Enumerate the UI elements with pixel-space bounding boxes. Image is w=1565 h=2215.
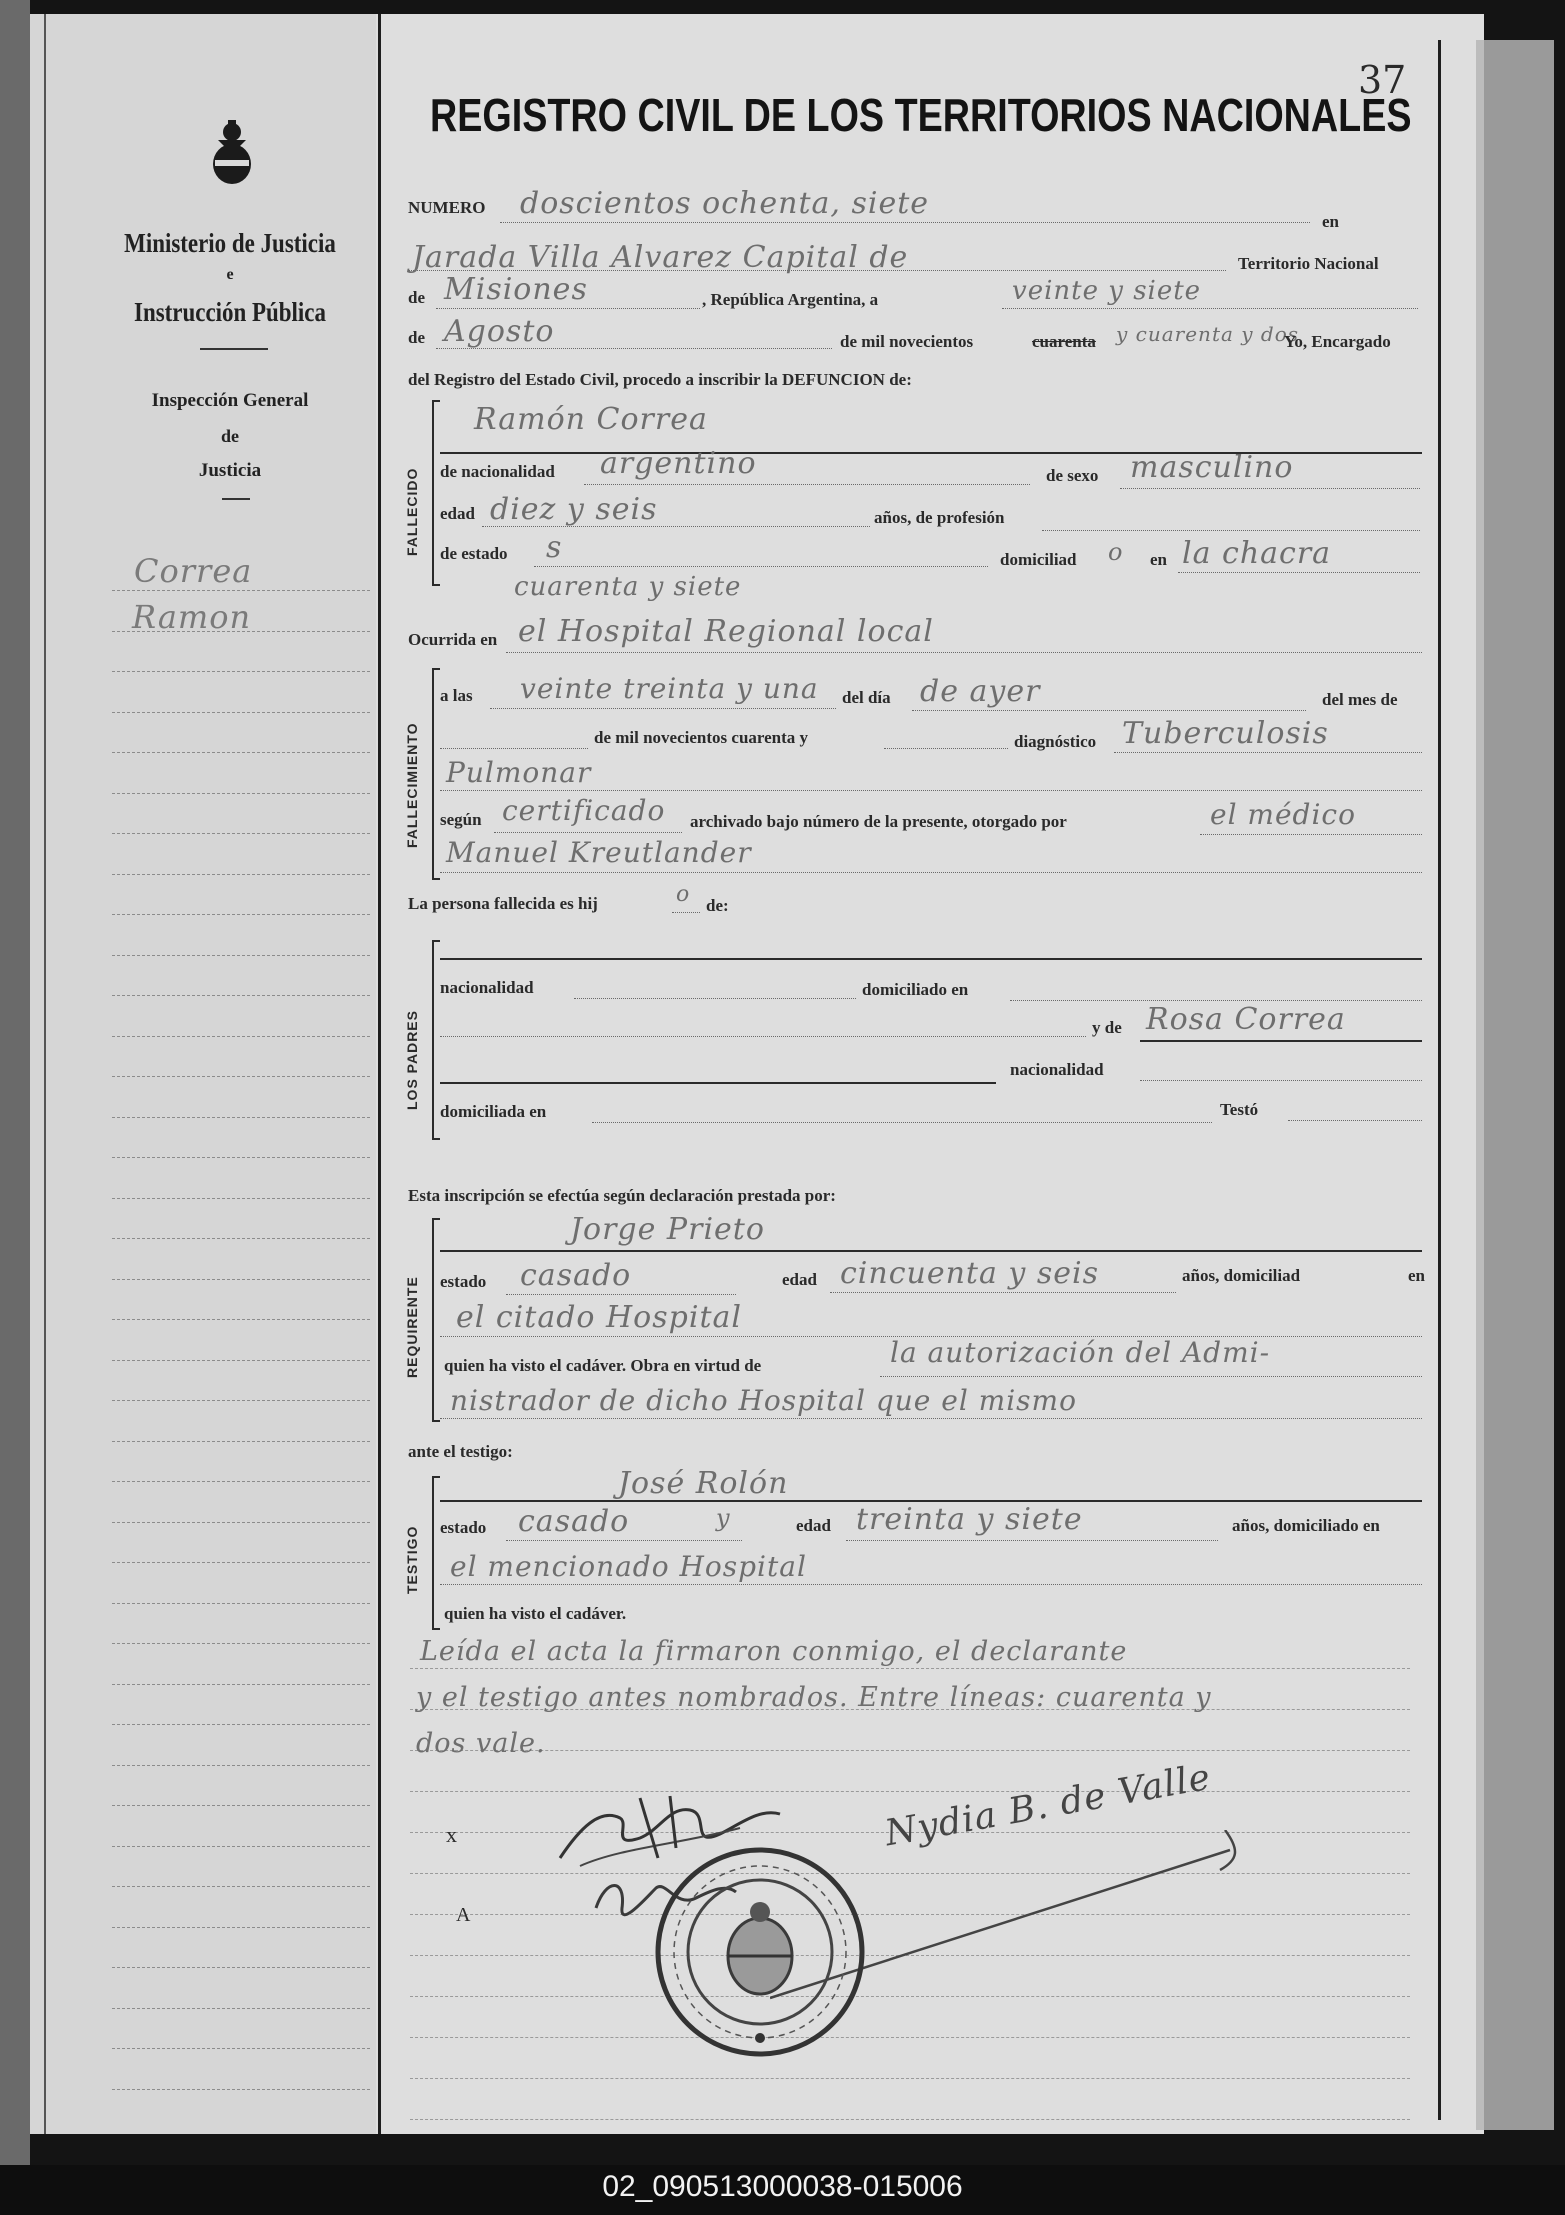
- main-ruled-line: [410, 2078, 1410, 2079]
- line-dia-fallecimiento: [912, 710, 1306, 711]
- line-hora: [490, 708, 836, 709]
- hw-dia: veinte y siete: [1012, 276, 1202, 306]
- label-nacionalidad-madre: nacionalidad: [1010, 1060, 1104, 1079]
- line-virtud-de2: [440, 1418, 1422, 1419]
- page-shadow: [1476, 40, 1484, 2130]
- stub-ruled-line: [112, 1360, 370, 1361]
- stub-ruled-line: [112, 1846, 370, 1847]
- stub-ruled-line: [112, 1157, 370, 1158]
- stub-ruled-line: [112, 590, 370, 591]
- line-nacionalidad-padre: [574, 998, 856, 999]
- hw-virtud-de2: nistrador de dicho Hospital que el mismo: [450, 1384, 1077, 1417]
- hw-hora: veinte treinta y una: [520, 672, 819, 705]
- stub-ruled-line: [112, 1724, 370, 1725]
- stub-inspection-line3: Justicia: [198, 460, 262, 481]
- side-label-padres: LOS PADRES: [404, 1010, 420, 1110]
- label-en-domicilio: en: [1150, 550, 1167, 569]
- hw-territorio: Misiones: [444, 272, 588, 307]
- hw-otorgado-por2: Manuel Kreutlander: [446, 836, 752, 869]
- stub-ministry-line3: Instrucción Pública: [134, 297, 326, 327]
- hw-edad: diez y seis: [490, 492, 658, 527]
- stub-page: [30, 14, 390, 2134]
- line-hijo: [672, 912, 700, 913]
- hw-estado-test: casado: [518, 1504, 630, 1539]
- hw-estado: s: [546, 530, 563, 565]
- hw-declarante: Jorge Prieto: [570, 1212, 765, 1247]
- label-republica-argentina: , República Argentina, a: [702, 290, 879, 309]
- hw-cierre3: dos vale.: [416, 1728, 546, 1759]
- main-ruled-line: [410, 2119, 1410, 2120]
- label-a-las: a las: [440, 686, 473, 705]
- label-ante-el-testigo: ante el testigo:: [408, 1442, 513, 1461]
- label-estado-test: estado: [440, 1518, 487, 1537]
- hw-testigo: José Rolón: [618, 1466, 789, 1501]
- label-anos-profesion: años, de profesión: [874, 508, 1005, 527]
- stub-ruled-line: [112, 712, 370, 713]
- stub-ruled-line: [112, 874, 370, 875]
- line-segun: [494, 832, 682, 833]
- stub-ruled-line: [112, 1319, 370, 1320]
- stub-ruled-line: [112, 2048, 370, 2049]
- label-segun: según: [440, 810, 482, 829]
- main-ruled-line: [410, 1750, 1410, 1751]
- stub-ruled-line: [112, 793, 370, 794]
- hw-y-letter: y: [716, 1504, 731, 1532]
- hw-diagnostico2: Pulmonar: [446, 756, 592, 789]
- line-estado-test: [506, 1540, 742, 1541]
- line-edad-test: [846, 1540, 1218, 1541]
- line-nacionalidad: [584, 484, 1030, 485]
- hw-cierre2: y el testigo antes nombrados. Entre líneas: cuarenta y: [416, 1682, 1212, 1713]
- hw-virtud-de: la autorización del Admi-: [890, 1336, 1271, 1369]
- hw-estado-decl: casado: [520, 1258, 632, 1293]
- side-label-requirente: REQUIRENTE: [404, 1276, 420, 1378]
- hw-domicilio-decl: el citado Hospital: [456, 1300, 742, 1335]
- stub-left-border: [44, 14, 46, 2134]
- stub-ruled-line: [112, 1238, 370, 1239]
- label-cuarenta-struck: cuarenta: [1032, 332, 1096, 351]
- line-territorio: [436, 308, 700, 309]
- line-testo: [1288, 1120, 1422, 1121]
- stub-ruled-line: [112, 1481, 370, 1482]
- line-nacionalidad-madre: [1140, 1080, 1422, 1081]
- line-domicilio-padre: [1010, 1000, 1422, 1001]
- image-id-caption: 02_090513000038-015006: [602, 2170, 963, 2203]
- label-estado-decl: estado: [440, 1272, 487, 1291]
- stub-ruled-line: [112, 1643, 370, 1644]
- line-domicilio-test: [440, 1584, 1422, 1585]
- line-dia: [1002, 308, 1418, 309]
- line-madre2: [440, 1082, 996, 1084]
- label-edad: edad: [440, 504, 475, 523]
- label-de-sexo: de sexo: [1046, 466, 1099, 485]
- label-yo-encargado: Yo, Encargado: [1284, 332, 1391, 351]
- brace-fallecimiento: [432, 668, 440, 880]
- hw-hijo-letter: o: [676, 882, 691, 907]
- label-del-mes-de: del mes de: [1322, 690, 1398, 709]
- hw-ocurrida: el Hospital Regional local: [518, 614, 934, 649]
- stub-ruled-line: [112, 1886, 370, 1887]
- stub-ruled-line: [112, 1076, 370, 1077]
- line-otorgado: [1200, 834, 1422, 835]
- brace-requirente: [432, 1218, 440, 1422]
- hw-madre: Rosa Correa: [1146, 1002, 1346, 1037]
- stub-ruled-line: [112, 2008, 370, 2009]
- stub-ruled-line: [112, 1562, 370, 1563]
- hw-domiciliado-letter: o: [1108, 538, 1124, 566]
- hw-domicilio-test: el mencionado Hospital: [450, 1550, 807, 1583]
- side-label-testigo: TESTIGO: [404, 1525, 420, 1594]
- stub-ruled-line: [112, 1400, 370, 1401]
- label-de-mil-novecientos: de mil novecientos: [840, 332, 974, 351]
- line-sexo: [1120, 488, 1420, 489]
- stub-ruled-line: [112, 1279, 370, 1280]
- hw-otorgado-por: el médico: [1210, 798, 1356, 831]
- label-inscripcion: Esta inscripción se efectúa según declaración prestada por:: [408, 1186, 836, 1205]
- line-ocurrida: [506, 652, 1422, 653]
- label-quien-ha-visto: quien ha visto el cadáver.: [444, 1604, 627, 1623]
- hw-edad-test: treinta y siete: [856, 1502, 1083, 1537]
- label-testo: Testó: [1220, 1100, 1259, 1119]
- stacked-pages-edge: [1484, 40, 1554, 2130]
- stub-ruled-line: [112, 1603, 370, 1604]
- page-title: REGISTRO CIVIL DE LOS TERRITORIOS NACIONALES: [430, 89, 1412, 141]
- stub-ruled-line: [112, 2089, 370, 2090]
- stub-separator: [200, 348, 268, 350]
- label-ocurrida-en: Ocurrida en: [408, 630, 498, 649]
- stub-ruled-line: [112, 955, 370, 956]
- line-mes-fallecimiento: [440, 748, 588, 749]
- label-archivado: archivado bajo número de la presente, otorgado por: [690, 812, 1067, 831]
- label-diagnostico: diagnóstico: [1014, 732, 1097, 751]
- stub-ruled-line: [112, 914, 370, 915]
- hw-ano-suffix: y cuarenta y dos: [1116, 322, 1300, 346]
- label-anos-domiciliado-test: años, domiciliado en: [1232, 1516, 1380, 1535]
- hw-lugar: Jarada Villa Alvarez Capital de: [412, 240, 909, 275]
- line-edad: [482, 526, 870, 527]
- label-de-1: de: [408, 288, 425, 307]
- line-lugar: [408, 270, 1226, 271]
- label-quien-ha-visto-obra: quien ha visto el cadáver. Obra en virtud de: [444, 1356, 762, 1375]
- line-domicilio: [1178, 572, 1420, 573]
- stub-ruled-line: [112, 1198, 370, 1199]
- stub-ruled-line: [112, 833, 370, 834]
- label-numero: NUMERO: [408, 198, 486, 217]
- stub-ministry-line2: e: [226, 266, 234, 283]
- label-edad-decl: edad: [782, 1270, 817, 1289]
- brace-fallecido: [432, 400, 440, 586]
- stub-divider-line: [378, 14, 381, 2134]
- stub-ruled-line: [112, 1927, 370, 1928]
- hw-nacionalidad: argentino: [600, 446, 757, 481]
- stub-ruled-line: [112, 1765, 370, 1766]
- hw-nombre: Ramón Correa: [474, 402, 708, 437]
- line-padre: [440, 958, 1422, 960]
- hw-cierre1: Leída el acta la firmaron conmigo, el declarante: [420, 1636, 1128, 1667]
- line-domicilio-padre2: [440, 1036, 1086, 1037]
- label-domiciliada-en: domiciliada en: [440, 1102, 547, 1121]
- stub-separator-2: [222, 498, 250, 500]
- line-declarante: [440, 1250, 1422, 1252]
- signature-encargado: Nydia B. de Valle: [882, 1756, 1215, 1855]
- line-madre: [1140, 1040, 1422, 1042]
- stub-handwritten-surname: Correa: [134, 552, 253, 590]
- stub-handwritten-firstname: Ramon: [132, 598, 252, 636]
- label-registro-line: del Registro del Estado Civil, procedo a inscribir la DEFUNCION de:: [408, 370, 912, 389]
- label-de-colon: de:: [706, 896, 729, 915]
- label-nacionalidad-padre: nacionalidad: [440, 978, 534, 997]
- line-mes: [436, 348, 832, 349]
- stub-ruled-line: [112, 1441, 370, 1442]
- line-estado-decl: [506, 1294, 736, 1295]
- label-de-nacionalidad: de nacionalidad: [440, 462, 555, 481]
- stub-ruled-line: [112, 752, 370, 753]
- hw-domicilio2: cuarenta y siete: [514, 572, 742, 602]
- main-ruled-line: [410, 2037, 1410, 2038]
- line-virtud-de: [880, 1376, 1422, 1377]
- side-label-fallecimiento: FALLECIMIENTO: [404, 722, 420, 848]
- side-label-fallecido: FALLECIDO: [404, 467, 420, 556]
- line-domicilio-madre: [592, 1122, 1212, 1123]
- coat-of-arms-emblem: [210, 118, 254, 186]
- stub-inspection-line1: Inspección General: [151, 390, 309, 411]
- stub-ruled-line: [112, 1805, 370, 1806]
- brace-testigo: [432, 1476, 440, 1630]
- stub-ruled-line: [112, 1522, 370, 1523]
- line-numero: [500, 222, 1310, 223]
- label-domiciliado-en: domiciliado en: [862, 980, 969, 999]
- hw-dia-fallecimiento: de ayer: [920, 674, 1041, 709]
- stub-inspection-line2: de: [221, 426, 239, 446]
- label-en: en: [1322, 212, 1339, 231]
- line-otorgado2: [440, 872, 1422, 873]
- line-edad-decl: [830, 1292, 1176, 1293]
- hw-domicilio: la chacra: [1182, 536, 1332, 571]
- label-territorio-nacional: Territorio Nacional: [1238, 254, 1379, 273]
- hw-segun: certificado: [502, 794, 666, 827]
- mark-x: x: [446, 1822, 457, 1847]
- label-domiciliad: domiciliad: [1000, 550, 1077, 569]
- label-de-estado: de estado: [440, 544, 508, 563]
- line-diagnostico: [1114, 752, 1422, 753]
- stub-ruled-line: [112, 631, 370, 632]
- label-de-2: de: [408, 328, 425, 347]
- stub-ruled-line: [112, 1684, 370, 1685]
- label-y-de: y de: [1092, 1018, 1122, 1037]
- adjacent-page-edge: [0, 0, 30, 2165]
- main-ruled-line: [410, 1668, 1410, 1669]
- stub-ministry-line1: Ministerio de Justicia: [124, 228, 336, 258]
- stub-ruled-line: [112, 1117, 370, 1118]
- line-profesion: [1042, 530, 1420, 531]
- brace-padres: [432, 940, 440, 1140]
- registro-civil-stamp: [650, 1842, 870, 2062]
- label-del-dia: del día: [842, 688, 891, 707]
- hw-numero: doscientos ochenta, siete: [520, 186, 930, 221]
- hw-sexo: masculino: [1130, 450, 1294, 485]
- line-ano-fallecimiento: [884, 748, 1008, 749]
- stub-ruled-line: [112, 671, 370, 672]
- hw-diagnostico: Tuberculosis: [1122, 716, 1329, 751]
- label-en-decl: en: [1408, 1266, 1425, 1285]
- label-anos-domiciliad-decl: años, domiciliad: [1182, 1266, 1301, 1285]
- page-right-border: [1438, 40, 1441, 2120]
- stub-ruled-line: [112, 1967, 370, 1968]
- mark-a: A: [456, 1904, 471, 1926]
- line-estado: [534, 566, 988, 567]
- label-persona-fallecida: La persona fallecida es hij: [408, 894, 598, 913]
- hw-mes: Agosto: [444, 314, 555, 349]
- label-edad-test: edad: [796, 1516, 831, 1535]
- stub-ruled-line: [112, 995, 370, 996]
- line-diagnostico2: [440, 790, 1422, 791]
- stub-ruled-line: [112, 1036, 370, 1037]
- page-number: 37: [1358, 58, 1407, 102]
- hw-edad-decl: cincuenta y seis: [840, 1256, 1100, 1291]
- label-mil-novecientos-cuarenta-y: de mil novecientos cuarenta y: [594, 728, 809, 747]
